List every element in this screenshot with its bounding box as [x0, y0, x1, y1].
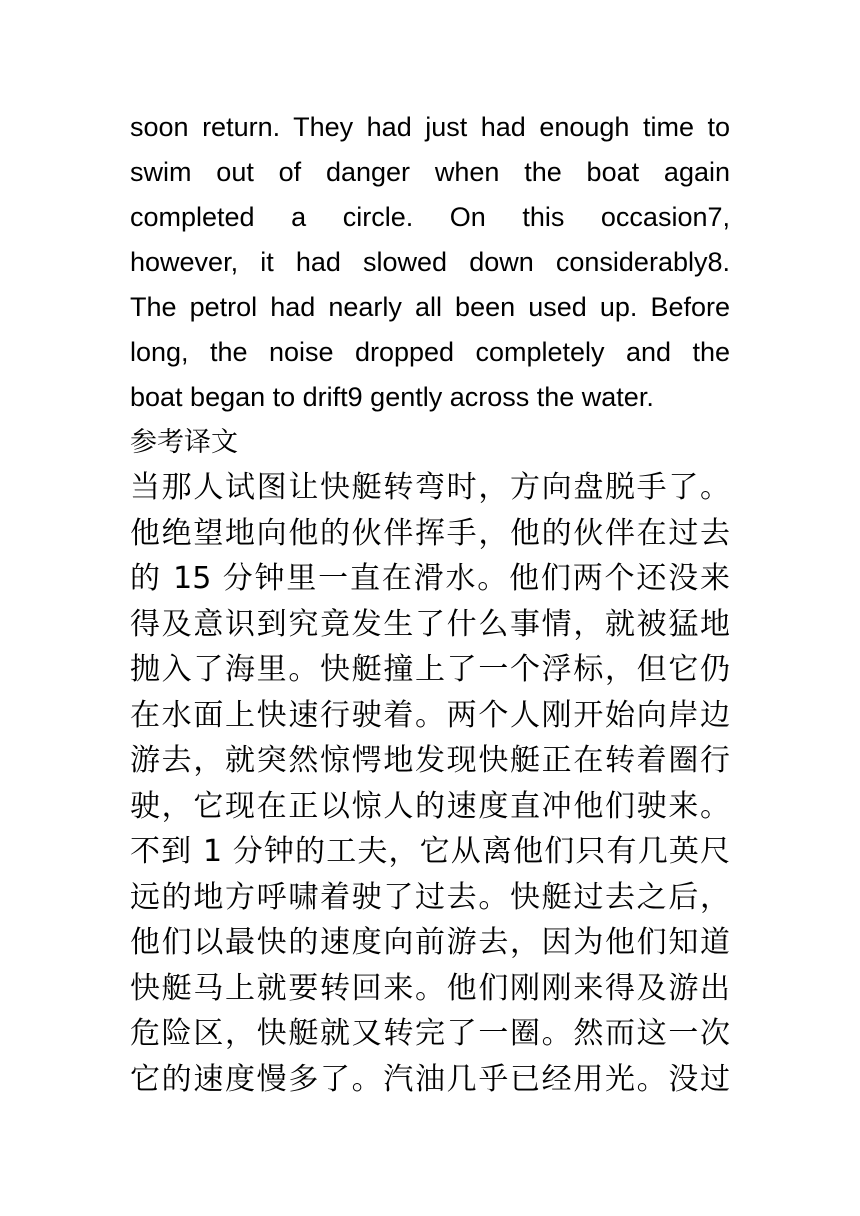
chinese-line: 在水面上快速行驶着。两个人刚开始向岸边	[130, 697, 730, 733]
translation-heading: 参考译文	[130, 427, 238, 458]
english-paragraph	[130, 105, 730, 420]
chinese-translation-paragraph	[130, 465, 730, 1102]
chinese-line: 危险区，快艇就又转完了一圈。然而这一次	[130, 1016, 730, 1051]
chinese-line: 快艇马上就要转回来。他们刚刚来得及游出	[130, 970, 730, 1006]
chinese-line: 远的地方呼啸着驶了过去。快艇过去之后，	[130, 879, 730, 915]
chinese-line: 得及意识到究竟发生了什么事情，就被猛地	[130, 606, 730, 642]
english-line: swim out of danger when the boat again	[130, 157, 730, 187]
chinese-line: 他们以最快的速度向前游去，因为他们知道	[130, 925, 730, 960]
chinese-line: 不到 1 分钟的工夫，它从离他们只有几英尺	[130, 834, 730, 869]
chinese-line: 的 15 分钟里一直在滑水。他们两个还没来	[130, 561, 730, 596]
english-line: however, it had slowed down considerably8.	[130, 247, 730, 277]
english-line: long, the noise dropped completely and the	[130, 337, 730, 367]
document-page	[130, 105, 730, 1102]
chinese-line: 抛入了海里。快艇撞上了一个浮标，但它仍	[130, 652, 730, 687]
english-line: The petrol had nearly all been used up. Before	[130, 292, 730, 322]
chinese-line: 当那人试图让快艇转弯时，方向盘脱手了。	[130, 470, 730, 505]
english-line: completed a circle. On this occasion7,	[130, 202, 730, 232]
english-line: boat began to drift9 gently across the water.	[130, 382, 654, 412]
chinese-line: 它的速度慢多了。汽油几乎已经用光。没过	[130, 1061, 730, 1097]
chinese-line: 他绝望地向他的伙伴挥手，他的伙伴在过去	[130, 515, 730, 551]
chinese-line: 游去，就突然惊愕地发现快艇正在转着圈行	[130, 743, 730, 778]
chinese-line: 驶，它现在正以惊人的速度直冲他们驶来。	[130, 788, 730, 824]
english-line: soon return. They had just had enough time to	[130, 112, 730, 142]
